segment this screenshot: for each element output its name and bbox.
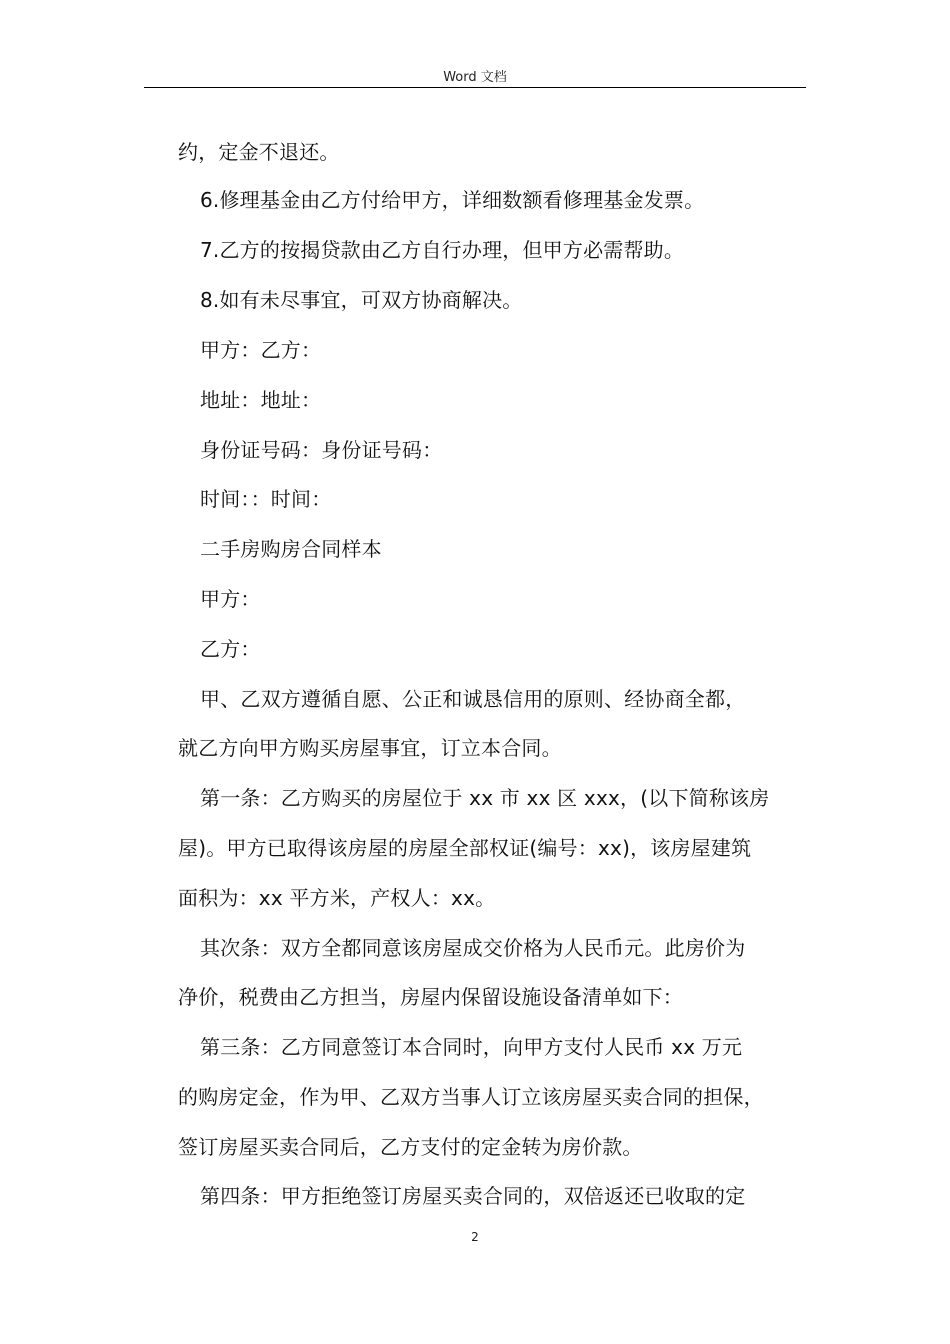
paragraph-line: 地址：地址：: [200, 388, 322, 412]
paragraph-line: 约，定金不退还。: [178, 140, 340, 164]
paragraph-line: 第四条：甲方拒绝签订房屋买卖合同的，双倍返还已收取的定: [200, 1184, 746, 1208]
paragraph-line: 面积为：xx 平方米，产权人：xx。: [178, 886, 496, 910]
paragraph-line: 6.修理基金由乙方付给甲方，详细数额看修理基金发票。: [200, 188, 705, 212]
header-divider: [144, 87, 806, 88]
paragraph-line: 时间：：时间：: [200, 487, 332, 511]
page-number: 2: [471, 1230, 479, 1244]
paragraph-line: 屋)。甲方已取得该房屋的房屋全部权证(编号：xx)，该房屋建筑: [178, 836, 752, 860]
paragraph-line: 的购房定金，作为甲、乙双方当事人订立该房屋买卖合同的担保，: [178, 1085, 764, 1109]
paragraph-line: 第三条：乙方同意签订本合同时，向甲方支付人民币 xx 万元: [200, 1035, 743, 1059]
paragraph-line: 甲方：: [200, 587, 261, 611]
paragraph-line: 7.乙方的按揭贷款由乙方自行办理，但甲方必需帮助。: [200, 238, 685, 262]
paragraph-line: 净价，税费由乙方担当，房屋内保留设施设备清单如下：: [178, 985, 683, 1009]
paragraph-line: 甲、乙双方遵循自愿、公正和诚恳信用的原则、经协商全都，: [200, 687, 746, 711]
page-header-title: Word 文档: [443, 70, 507, 85]
paragraph-line: 身份证号码：身份证号码：: [200, 438, 443, 462]
paragraph-line: 乙方：: [200, 637, 261, 661]
paragraph-line: 签订房屋买卖合同后，乙方支付的定金转为房价款。: [178, 1135, 643, 1159]
paragraph-line: 第一条：乙方购买的房屋位于 xx 市 xx 区 xxx，(以下简称该房: [200, 786, 770, 810]
paragraph-line: 其次条：双方全都同意该房屋成交价格为人民币元。此房价为: [200, 936, 746, 960]
paragraph-line: 甲方：乙方：: [200, 338, 322, 362]
paragraph-line: 就乙方向甲方购买房屋事宜，订立本合同。: [178, 736, 562, 760]
paragraph-line: 8.如有未尽事宜，可双方协商解决。: [200, 288, 523, 312]
section-title: 二手房购房合同样本: [200, 537, 382, 561]
